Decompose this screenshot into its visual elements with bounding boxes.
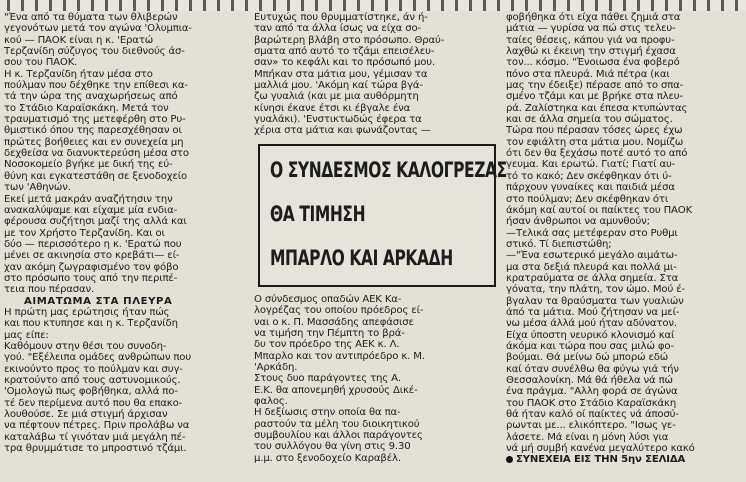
article-line: γόνατα, την πλάτη, τον ώμο. Μού έ- [506,284,686,296]
article-line: ανακαλύψαμε και είχαμε μία ενδια- [4,204,178,216]
article-line: λογρέζας του οποίου πρόεδρος εί- [254,305,424,317]
article-line: μας την έδειξε) πέρασε από το σπα- [506,80,684,92]
article-line: στικό. Τί διεπιστώθη; [506,238,612,250]
article-line: Μπήκαν στα μάτια μου, γέμισαν τα [254,68,428,80]
article-line: βούμαι. Θά μείνω δώ μπορώ εδώ [506,352,669,364]
article-line: πάρχουν γυναίκες και παιδιά μέσα [506,182,675,194]
article-line: κρατραύματα σε άλλα σημεία. Στα [506,272,679,284]
continuation-text: ΣΥΝΕΧΕΙΑ ΕΙΣ ΤΗΝ 5ην ΣΕΛΙΔΑ [516,454,686,466]
article-line: ζω γυαλιά (και με μια αυθόρμητη [254,91,419,103]
article-line: σμένο τζάμι και με βρήκε στα πλευ- [506,91,683,103]
article-line: πόνο στα πλευρά. Μιά πέτρα (και [506,68,670,80]
article-line: 'Αρκάδη. [254,362,298,374]
article-line: Τώρα που πέρασαν τόσες ώρες έχω [506,125,683,137]
article-line: ραστούν τα μέλη του διοικητικού [254,418,420,430]
article-line: νω μέσα άλλά μού ήταν αδύνατον. [506,318,677,330]
article-line: Ε.Κ. θα απονεμηθή χρυσούς Δικέ- [254,384,418,396]
column-2-bottom [254,294,498,464]
article-line: και σε άλλα σημεία του σώματος. [506,114,673,126]
article-line: του συλλόγου θα γίνη στις 9.30 [254,441,411,453]
article-line: σματα από αυτό το τζάμι επεισέλευ- [254,46,435,58]
article-line: Θεσσαλονίκη. Μά θά ήθελα νά πώ [506,375,673,386]
article-line: εκινούντο προς το πούλμαν και συγ- [4,363,183,375]
article-line: άπό τα μάτια. Μού ζήτησαν να μεί- [506,306,680,318]
article-line: πρώτες βοήθειες και εν συνεχεία μη [4,136,184,148]
masthead-strip [0,0,746,11]
continuation-note [506,454,742,465]
article-line: και που κτυπησε και η κ. Τερζανίδη [4,318,178,330]
article-line: νά μή συμβή κανένα μεγαλύτερο κακό [506,443,695,455]
article-line: λαχθώ κι έκεινη την στιγμή έχασα [506,46,676,58]
article-line: κρατούντο από τους αστυνομικούς. [4,375,181,386]
article-line: γευμα. Και ερωτώ. Γιατί; Γιατί αυ- [506,159,676,171]
article-line: Η πρώτη μας ερώτησις ήταν πώς [4,306,170,318]
article-line: σαν» το κεφάλι και το πρόσωπό μου. [254,57,436,69]
article-line: του ΠΑΟΚ στο Στάδιο Καραϊσκάκη [506,397,677,409]
article-line: δυ τον πρόεδρο της ΑΕΚ κ. Λ. [254,339,400,351]
article-line: φέρουσα συζήτησι μαζί της αλλά και [4,216,187,228]
article-line: Η κ. Τερζανίδη ήταν μέσα στο [4,68,153,80]
article-line: Ο σύνδεσμος οπαδών ΑΕΚ Κα- [254,294,402,305]
article-line: τεια που πέρασαν. [4,284,95,296]
article-line: ήσαν άνθρωποι να αμυνθούν; [506,216,650,228]
article-line: ρωνται με... ελικόπτερο. "Ισως γε- [506,420,676,432]
article-line: Τερζανίδη σύζυγος του διεθνούς άσ- [4,46,185,58]
article-line: στο πρόσωπο τους από την περιπέ- [4,272,178,284]
article-line: θά ήταν καλό οί παίκτες νά άποσύ- [506,409,679,421]
article-line: τραυματισμό της μετεφέρθη στο Ρυ- [4,114,186,126]
article-line: τό το κακό; Δεν σκέφθηκαν ότι ύ- [506,170,672,182]
article-line: θύνη και εγκατεστάθη σε ξενοδοχείο [4,170,188,182]
article-line: Η δεξίωσις στην οποία θα πα- [254,407,401,419]
article-line: τέ δεν περίμενα αυτό που θα επακο- [4,397,183,409]
column-3 [506,12,742,466]
column-1 [4,12,248,454]
article-line: στο πούλμαν; Δεν σκέφθηκαν ότι [506,193,669,205]
article-line: τον εφιάλτη στα μάτια μου. Νομίζω [506,136,684,148]
article-line: Καθόμουν στην θέσι του συνοδη- [4,340,167,352]
article-line: τά την ώρα της αναχωρήσεως από [4,91,178,103]
subheading: ΑΙΜΑΤΩΜΑ ΣΤΑ ΠΛΕΥΡΑ [24,295,173,307]
article-line: φαλος. [254,396,288,408]
article-line: βγαλαν τα θραύσματα των γυαλιών [506,295,684,307]
article-line: μας είπε: [4,329,49,341]
article-line: των 'Αθηνών. [4,182,71,194]
article-line: —"Ένα εσωτερικό μεγάλο αιμάτω- [506,250,678,262]
article-line: "Ένα από τα θύματα των θλιβερών [4,12,178,23]
article-line: γυαλάκι). 'Ενστικτωδώς έφερα τα [254,114,422,126]
article-line: να τιμήση την Πέμπτη το βρά- [254,328,405,340]
article-line: χέρια στα μάτια και φωνάζοντας — [254,125,431,137]
article-line: κίνησι έκανε έτσι κι έβγαλε ένα [254,102,411,114]
article-line: δεχθείσα να διανυκτερεύση μέσα στο [4,148,189,160]
article-line: Ευτυχώς που θρυμματίστηκε, άν ή- [254,12,428,23]
article-line: κού — ΠΑΟΚ είναι η κ. 'Ερατώ [4,34,154,46]
article-line: Εκεί μετά μακράν αναζήτησιν την [4,193,173,205]
article-line: μάτια — γυρίσα να πώ στις τελευ- [506,23,676,35]
article-line: με τον Χρήστο Τερζανίδη. Και οι [4,227,165,239]
article-line: —Τελικά σας μετέφεραν στο Ρυθμι [506,227,678,239]
article-line: χαν ακόμη ζωγραφισμένο τον φόβο [4,261,179,273]
article-line: Μπαρλο και τον αντιπρόεδρο κ. Μ. [254,350,425,362]
article-line: άκόμη καί αυτοί οι παίκτες του ΠΑΟΚ [506,204,693,216]
article-line: λάσετε. Μά είναι η μόνη λύσι για [506,431,669,443]
article-line: ότι δεν θα ξεχάσω ποτέ αυτό το από [506,148,688,160]
headline-line-2: ΘΑ ΤΙΜΗΣΗ [270,202,366,226]
article-line: θμιστικό όπου της παρεσχέθησαν οι [4,125,182,137]
article-line: ένα πράγμα. "Αλλη φορά σε άγώνα [506,386,678,398]
article-line: μένει σε ακινησία στο κρεβάτι— εί- [4,250,180,262]
article-line: ρά. Ζαλίστηκα και έπεσα κτυπώντας [506,102,688,114]
article-line: σου του ΠΑΟΚ. [4,57,78,69]
article-line: γού. "Εξέλειπα ομάδες ανθρώπων που [4,352,192,364]
article-line: άκόμα και τώρα που σας μιλώ φο- [506,340,674,352]
article-line: μα στα δεξιά πλευρά και πολλά μι- [506,261,677,273]
article-line: να πέφτουν πέτρες. Πριν προλάβω να [4,420,190,432]
article-line: καί όταν συνέλθω θα φύγω γιά τήν [506,363,679,375]
article-line: γεγονότων μετά τον αγώνα 'Ολυμπια- [4,23,192,35]
article-line: Στους δυο παράγοντες της Α. [254,373,401,385]
article-line: τρα θρυμμάτισε το μπροστινό τζάμι. [4,443,187,455]
column-2-top [254,12,498,137]
article-line: φοβήθηκα ότι είχα πάθει ζημιά στα [506,12,681,23]
article-line: πούλμαν που δέχθηκε την επίθεσι κα- [4,80,188,92]
bullet-icon [506,456,513,463]
headline-box [258,144,507,287]
article-line: ταίες θέσεις, κάπου γιά να προφυ- [506,34,675,46]
article-line: Είχα ύποστη νευρικό κλονισμό καί [506,329,675,341]
article-line: ταν από τα άλλα ίσως να είχα σο- [254,23,421,35]
article-line: 'Ομολογώ πως φοβήθηκα, αλλά πο- [4,386,178,398]
article-line: βαρώτερη βλάβη στο πρόσωπο. Θραύ- [254,34,445,46]
article-line: τον... κόσμο. "Ένοιωσα ένα φοβερό [506,57,680,69]
article-line: ναι ο κ. Π. Μασσάδης απεφάσισε [254,316,414,328]
article-line: δύο — περισσότερο η κ. 'Ερατώ που [4,238,182,250]
article-line: συμβουλίου και άλλοι παράγοντες [254,430,423,442]
article-line: Νοσοκομείο βγήκε με δική της εύ- [4,159,173,171]
article-line: μ.μ. στο ξενοδοχείο Καραβέλ. [254,452,401,464]
article-line: το Στάδιο Καραϊσκάκη. Μετά τον [4,102,169,114]
article-line: καταλάβω τί γινόταν μιά μεγάλη πέ- [4,431,186,443]
headline-line-3: ΜΠΑΡΛΟ ΚΑΙ ΑΡΚΑΔΗ [270,246,453,270]
article-line: λουθούσε. Σε μιά στιγμή άρχισαν [4,409,168,421]
article-line: μαλλιά μου. 'Ακόμη καί τώρα βγά- [254,80,423,92]
headline-line-1: Ο ΣΥΝΔΕΣΜΟΣ ΚΑΛΟΓΡΕΖΑΣ [270,158,507,182]
